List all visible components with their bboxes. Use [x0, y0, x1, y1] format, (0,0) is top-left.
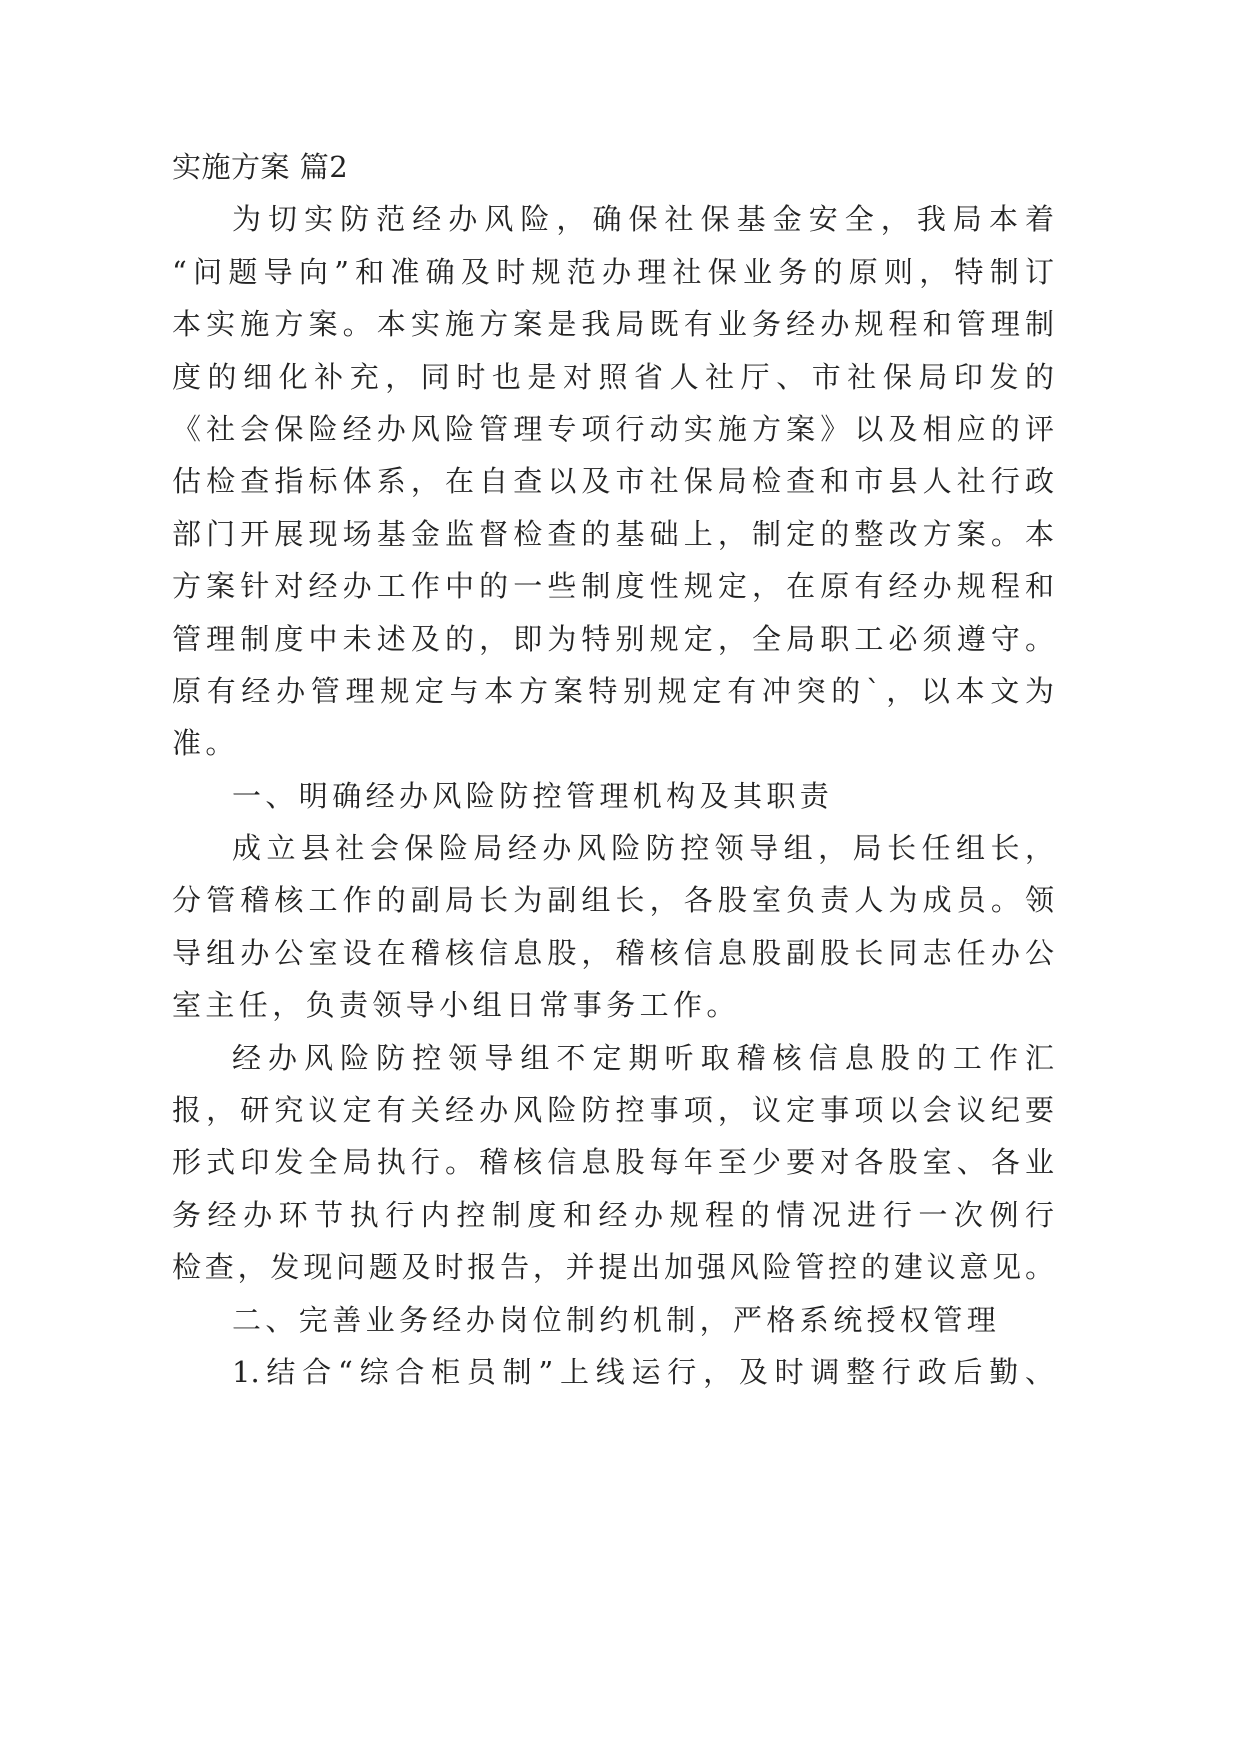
intro-paragraph — [172, 193, 1054, 769]
section1-paragraph-2 — [172, 1032, 1054, 1294]
text-line: 成立县社会保险局经办风险防控领导组，局长任组长， — [232, 831, 1054, 866]
document-page — [172, 141, 1054, 1398]
text-line: 准。 — [172, 726, 239, 761]
document-title: 实施方案 篇2 — [172, 150, 349, 184]
text-line: 度的细化补充，同时也是对照省人社厅、市社保局印发的 — [172, 359, 1054, 394]
text-line: 报，研究议定有关经办风险防控事项，议定事项以会议纪要 — [172, 1093, 1054, 1128]
text-line: 导组办公室设在稽核信息股，稽核信息股副股长同志任办公 — [172, 935, 1054, 970]
section1-paragraph-1 — [172, 822, 1054, 1032]
text-line: 为切实防范经办风险，确保社保基金安全，我局本着 — [232, 202, 1054, 237]
text-line: 务经办环节执行内控制度和经办规程的情况进行一次例行 — [172, 1197, 1054, 1232]
text-line: “问题导向”和准确及时规范办理社保业务的原则，特制订 — [172, 254, 1054, 289]
text-line: 方案针对经办工作中的一些制度性规定，在原有经办规程和 — [172, 569, 1054, 604]
text-line: 估检查指标体系，在自查以及市社保局检查和市县人社行政 — [172, 464, 1054, 499]
text-line: 经办风险防控领导组不定期听取稽核信息股的工作汇 — [232, 1040, 1054, 1075]
section-heading: 一、明确经办风险防控管理机构及其职责 — [232, 778, 834, 813]
text-line: 1.结合“综合柜员制”上线运行，及时调整行政后勤、 — [232, 1354, 1054, 1389]
text-line: 本实施方案。本实施方案是我局既有业务经办规程和管理制 — [172, 307, 1054, 342]
section2-item-1 — [172, 1346, 1054, 1398]
section-heading: 二、完善业务经办岗位制约机制，严格系统授权管理 — [232, 1302, 1001, 1337]
text-line: 部门开展现场基金监督检查的基础上，制定的整改方案。本 — [172, 516, 1054, 551]
text-line: 室主任，负责领导小组日常事务工作。 — [172, 988, 740, 1023]
text-line: 形式印发全局执行。稽核信息股每年至少要对各股室、各业 — [172, 1145, 1054, 1180]
text-line: 检查，发现问题及时报告，并提出加强风险管控的建议意见。 — [172, 1250, 1054, 1285]
text-line: 管理制度中未述及的，即为特别规定，全局职工必须遵守。 — [172, 621, 1054, 656]
text-line: 分管稽核工作的副局长为副组长，各股室负责人为成员。领 — [172, 883, 1054, 918]
text-line: 原有经办管理规定与本方案特别规定有冲突的`，以本文为 — [172, 673, 1054, 708]
text-line: 《社会保险经办风险管理专项行动实施方案》以及相应的评 — [172, 411, 1054, 446]
